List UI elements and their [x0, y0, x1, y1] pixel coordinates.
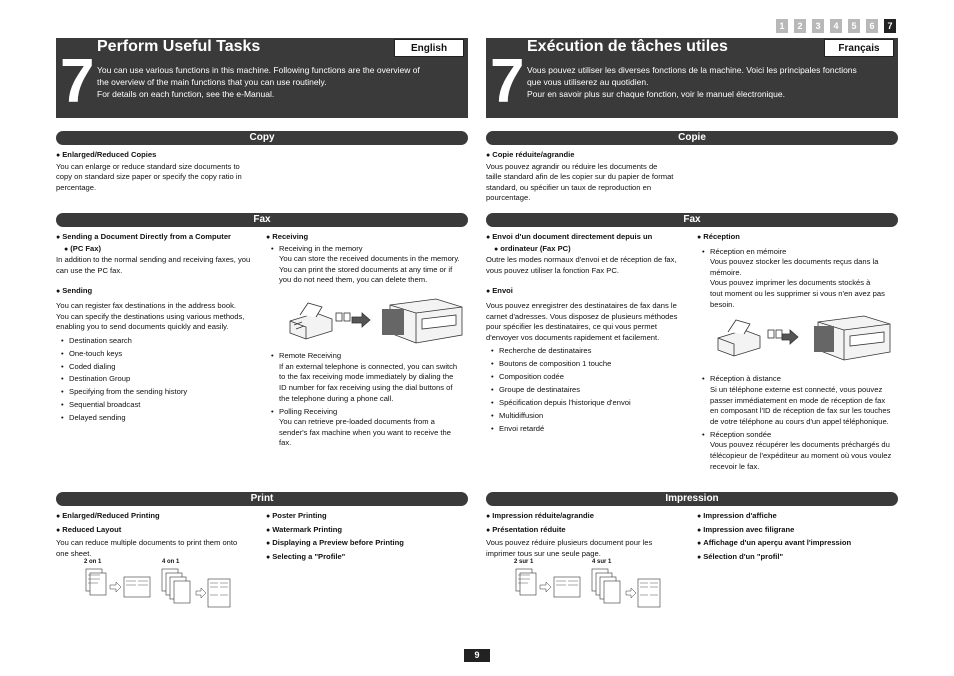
print-heading: ● Impression d'affiche	[697, 511, 902, 523]
chapter-tabs	[776, 19, 896, 33]
remote-text: ID number for fax receiving using the dial buttons of	[279, 383, 453, 393]
pcfax-text: vous pouvez utiliser la fonction Fax PC.	[486, 265, 619, 275]
intro-line: You can use various functions in this machine. Following functions are the overview of	[97, 65, 420, 75]
page-title: Perform Useful Tasks	[97, 38, 261, 55]
polling-text: You can retrieve pre-loaded documents from a	[279, 417, 435, 427]
pcfax-text: Outre les modes normaux d'envoi et de réception de fax,	[486, 255, 677, 265]
list-item: • Specifying from the sending history	[56, 387, 261, 398]
recv-mem-label: Receiving in the memory	[279, 243, 363, 253]
recv-mem-text: Vous pouvez stocker les documents reçus dans la	[710, 257, 879, 267]
chapter-tab-3[interactable]: 3	[812, 19, 824, 33]
intro-line: the overview of the main functions that you can use routinely.	[97, 77, 327, 87]
reduced-layout-illustration	[84, 559, 244, 615]
polling-text: télécopieur de l'expéditeur au moment où vous voulez	[710, 450, 892, 460]
chapter-tab-1[interactable]: 1	[776, 19, 788, 33]
receiving-heading: ● Receiving	[266, 232, 470, 244]
polling-label: Polling Receiving	[279, 406, 338, 416]
list-item: • Groupe de destinataires	[486, 385, 691, 396]
copy-text: copy on standard size paper or specify the copy ratio in	[56, 172, 242, 182]
page-title: Exécution de tâches utiles	[527, 38, 728, 55]
recv-mem-text: mémoire.	[710, 267, 742, 277]
print-heading: ● Reduced Layout	[56, 525, 261, 537]
chapter-tab-5[interactable]: 5	[848, 19, 860, 33]
copy-section-bar: Copy	[56, 131, 468, 145]
list-item: • Sequential broadcast	[56, 400, 261, 411]
chapter-number: 7	[60, 47, 95, 116]
sending-text: carnet d'adresses. Vous disposez de plusieurs méthodes	[486, 311, 678, 321]
polling-text: recevoir le fax.	[710, 461, 760, 471]
print-heading: ● Affichage d'un aperçu avant l'impression	[697, 538, 902, 550]
chapter-tab-2[interactable]: 2	[794, 19, 806, 33]
list-item: • Delayed sending	[56, 413, 261, 424]
copy-section-bar: Copie	[486, 131, 898, 145]
remote-label: Réception à distance	[710, 374, 781, 384]
layout-text: You can reduce multiple documents to print them onto	[56, 538, 238, 548]
copy-text: Vous pouvez agrandir ou réduire les documents de	[486, 161, 658, 171]
chapter-tab-7[interactable]: 7	[884, 19, 896, 33]
print-block	[486, 511, 691, 559]
recv-mem-text: besoin.	[710, 299, 735, 309]
copy-block	[486, 150, 686, 204]
remote-text: passer immédiatement en mode de réception de fax	[710, 395, 886, 405]
copy-text: pourcentage.	[486, 193, 531, 203]
recv-mem-text: tout moment ou les supprimer si vous n'en avez pas	[710, 288, 885, 298]
layout-text: one sheet.	[56, 548, 92, 558]
remote-text: de votre téléphone au cours d'un appel téléphonique.	[710, 416, 889, 426]
sending-text: Vous pouvez enregistrer des destinataires de fax dans le	[486, 300, 677, 310]
french-column	[486, 38, 898, 118]
fax-section-bar: Fax	[56, 213, 468, 227]
print-section-bar: Impression	[486, 492, 898, 506]
fax-receive-illustration	[286, 295, 466, 347]
list-item: • Envoi retardé	[486, 424, 691, 435]
copy-text: taille standard afin de les copier sur du papier de format	[486, 172, 674, 182]
list-item: • Boutons de composition 1 touche	[486, 359, 691, 370]
list-item: • Coded dialing	[56, 362, 261, 373]
pcfax-text: In addition to the normal sending and receiving faxes, you	[56, 255, 251, 265]
sending-text: pour spécifier les destinataires, ce qui vous permet	[486, 322, 657, 332]
reduced-layout-illustration	[514, 559, 674, 615]
four-on-one-label: 4 on 1	[162, 559, 180, 565]
pcfax-heading-cont	[486, 244, 691, 256]
list-item	[697, 374, 901, 427]
copy-heading: ● Copie réduite/agrandie	[486, 150, 686, 162]
list-item	[266, 407, 470, 449]
copy-block	[56, 150, 256, 193]
intro-text	[527, 64, 887, 100]
pcfax-heading: ● Sending a Document Directly from a Computer	[56, 232, 261, 244]
polling-text: fax.	[279, 438, 292, 448]
remote-text: to the fax receiving mode immediately by dialing the	[279, 372, 454, 382]
print-heading: ● Enlarged/Reduced Printing	[56, 511, 261, 523]
list-item: • Composition codée	[486, 372, 691, 383]
layout-diagram	[514, 567, 674, 615]
print-heading: ● Poster Printing	[266, 511, 471, 523]
fax-send-block	[56, 232, 261, 426]
two-on-one-label: 2 sur 1	[514, 559, 534, 565]
print-heading: ● Watermark Printing	[266, 525, 471, 537]
recv-mem-text: You can print the stored documents at any time or if	[279, 264, 453, 274]
receiving-list	[266, 351, 470, 449]
sending-text: You can register fax destinations in the address book.	[56, 300, 236, 310]
copy-heading: ● Enlarged/Reduced Copies	[56, 150, 256, 162]
intro-text	[97, 64, 457, 100]
sending-heading: ● Sending	[56, 286, 261, 298]
language-label: English	[394, 39, 464, 57]
chapter-number: 7	[490, 47, 525, 116]
english-column	[56, 38, 468, 118]
receiving-list	[697, 247, 901, 311]
language-label: Français	[824, 39, 894, 57]
layout-diagram	[84, 567, 244, 615]
print-heading: ● Présentation réduite	[486, 525, 691, 537]
pcfax-text: can use the PC fax.	[56, 265, 123, 275]
list-item: • Multidiffusion	[486, 411, 691, 422]
list-item	[697, 247, 901, 311]
chapter-banner	[486, 38, 898, 118]
copy-text: standard, ou spécifier un taux de reproduction en	[486, 182, 652, 192]
list-item	[266, 351, 470, 404]
fax-send-block	[486, 232, 691, 437]
list-item: • Recherche de destinataires	[486, 346, 691, 357]
list-item: • Destination search	[56, 336, 261, 347]
print-heading: ● Impression réduite/agrandie	[486, 511, 691, 523]
receiving-list	[266, 244, 470, 286]
print-section-bar: Print	[56, 492, 468, 506]
fax-receive-illustration	[714, 312, 894, 364]
intro-line: Vous pouvez utiliser les diverses fonctions de la machine. Voici les principales fonctions	[527, 65, 857, 75]
remote-text: the telephone during a phone call.	[279, 393, 394, 403]
pcfax-heading: ● Envoi d'un document directement depuis un	[486, 232, 691, 244]
remote-label: Remote Receiving	[279, 351, 342, 361]
print-heading: ● Sélection d'un "profil"	[697, 552, 902, 564]
list-item: • One-touch keys	[56, 349, 261, 360]
list-item: • Destination Group	[56, 374, 261, 385]
list-item: • Spécification depuis l'historique d'envoi	[486, 398, 691, 409]
print-heading: ● Selecting a "Profile"	[266, 552, 471, 564]
layout-text: imprimer tous sur une seule page.	[486, 548, 601, 558]
remote-text: en composant l'ID de réception de fax sur les touches	[710, 406, 891, 416]
sending-text: You can specify the destinations using various methods,	[56, 311, 245, 321]
copy-text: You can enlarge or reduce standard size documents to	[56, 161, 240, 171]
sending-heading: ● Envoi	[486, 286, 691, 298]
polling-text: sender's fax machine when you want to receive the	[279, 427, 451, 437]
print-block	[266, 511, 471, 563]
recv-mem-label: Réception en mémoire	[710, 246, 787, 256]
receiving-heading: ● Réception	[697, 232, 901, 244]
list-item	[266, 244, 470, 286]
chapter-banner	[56, 38, 468, 118]
two-on-one-label: 2 on 1	[84, 559, 102, 565]
polling-text: Vous pouvez récupérer les documents préchargés du	[710, 440, 890, 450]
chapter-tab-6[interactable]: 6	[866, 19, 878, 33]
print-block	[56, 511, 261, 559]
fax-section-bar: Fax	[486, 213, 898, 227]
chapter-tab-4[interactable]: 4	[830, 19, 842, 33]
pcfax-heading-cont	[56, 244, 261, 256]
remote-text: If an external telephone is connected, you can switch	[279, 361, 458, 371]
layout-text: Vous pouvez réduire plusieurs document pour les	[486, 538, 653, 548]
sending-text: enabling you to send documents quickly and easily.	[56, 322, 229, 332]
remote-text: Si un téléphone externe est connecté, vous pouvez	[710, 385, 883, 395]
receiving-list	[697, 374, 901, 472]
print-heading: ● Displaying a Preview before Printing	[266, 538, 471, 550]
recv-mem-text: You can store the received documents in the memory.	[279, 254, 460, 264]
polling-label: Réception sondée	[710, 429, 772, 439]
recv-mem-text: you do not need them, you can delete them.	[279, 275, 428, 285]
page-number: 9	[464, 649, 490, 662]
recv-mem-text: Vous pouvez imprimer les documents stockés à	[710, 278, 871, 288]
intro-line: Pour en savoir plus sur chaque fonction, voir le manuel électronique.	[527, 89, 785, 99]
print-block	[697, 511, 902, 563]
pcfax-heading-text: (PC Fax)	[70, 243, 102, 253]
sending-list	[486, 346, 691, 434]
sending-text: d'envoyer vos documents rapidement et facilement.	[486, 332, 660, 342]
pcfax-heading-text: ordinateur (Fax PC)	[500, 243, 571, 253]
sending-list	[56, 336, 261, 424]
print-heading: ● Impression avec filigrane	[697, 525, 902, 537]
four-on-one-label: 4 sur 1	[592, 559, 612, 565]
list-item	[697, 430, 901, 472]
copy-text: percentage.	[56, 182, 97, 192]
intro-line: For details on each function, see the e-Manual.	[97, 89, 275, 99]
intro-line: que vous utiliserez au quotidien.	[527, 77, 649, 87]
